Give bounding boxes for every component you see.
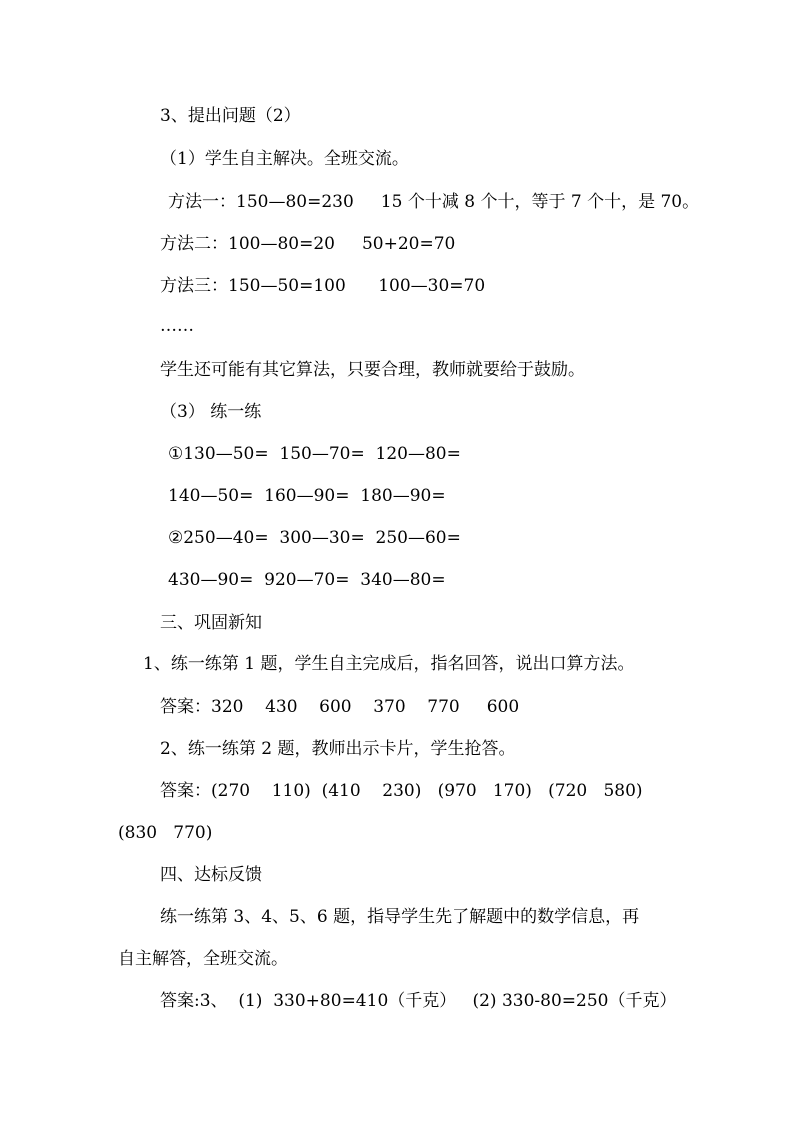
section-heading-feedback: 四、达标反馈 — [160, 865, 262, 885]
practice-row-4: 430—90= 920—70= 340—80= — [168, 570, 446, 590]
exercise-3-6-continuation: 自主解答，全班交流。 — [118, 949, 288, 969]
practice-row-2: 140—50= 160—90= 180—90= — [168, 486, 446, 506]
answer-3-text: 答案:3、 (1) 330+80=410（千克） (2) 330-80=250（千克） — [160, 991, 677, 1011]
ellipsis-text: …… — [160, 316, 194, 336]
section-heading-3: 3、提出问题（2） — [160, 106, 301, 126]
practice-row-3: ②250—40= 300—30= 250—60= — [168, 528, 461, 548]
exercise-1-text: 1、练一练第 1 题，学生自主完成后，指名回答，说出口算方法。 — [143, 654, 635, 674]
practice-row-1: ①130—50= 150—70= 120—80= — [168, 444, 461, 464]
section-heading-consolidate: 三、巩固新知 — [160, 613, 262, 633]
practice-heading: （3） 练一练 — [160, 402, 262, 422]
answer-2-text: 答案：(270 110) (410 230) (970 170) (720 580) — [160, 781, 643, 801]
answer-1-text: 答案：320 430 600 370 770 600 — [160, 697, 520, 717]
step-1-text: （1）学生自主解决。全班交流。 — [160, 149, 409, 169]
encouragement-text: 学生还可能有其它算法，只要合理，教师就要给于鼓励。 — [160, 360, 585, 380]
exercise-2-text: 2、练一练第 2 题，教师出示卡片，学生抢答。 — [160, 739, 516, 759]
method-3-text: 方法三：150—50=100 100—30=70 — [160, 276, 486, 296]
method-2-text: 方法二：100—80=20 50+20=70 — [160, 234, 456, 254]
exercise-3-6-text: 练一练第 3、4、5、6 题，指导学生先了解题中的数学信息，再 — [160, 907, 640, 927]
answer-2-continuation: (830 770) — [118, 823, 213, 843]
method-1-text: 方法一：150—80=230 15 个十减 8 个十，等于 7 个十，是 70。 — [168, 192, 700, 212]
